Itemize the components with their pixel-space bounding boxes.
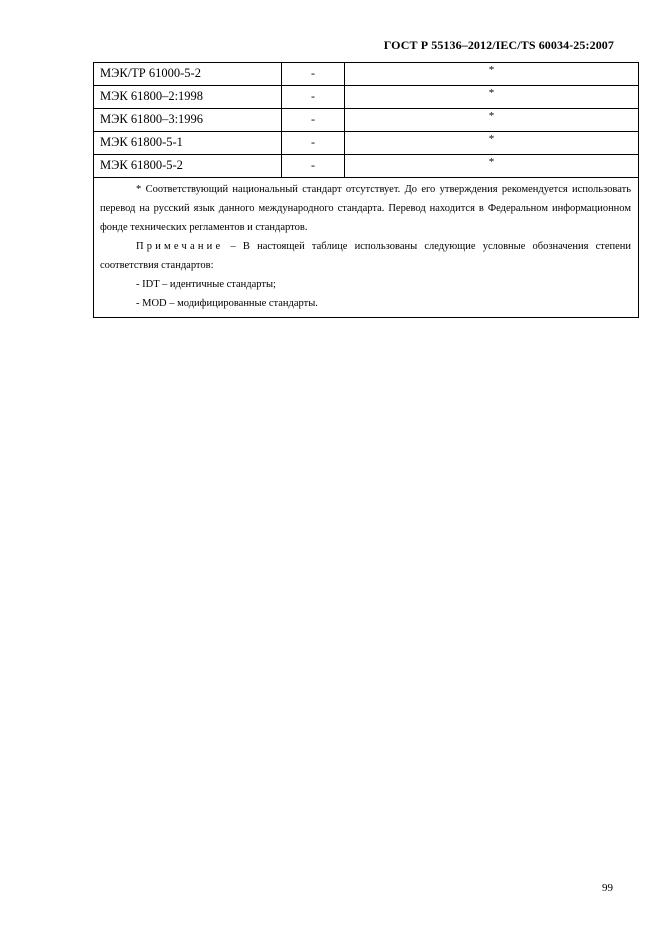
national-standard-cell: * — [345, 86, 639, 109]
international-standard-cell: МЭК 61800–2:1998 — [94, 86, 282, 109]
table-row — [94, 86, 639, 109]
correspondence-degree-cell: - — [282, 155, 345, 178]
national-standard-cell: * — [345, 109, 639, 132]
table-notes — [94, 178, 639, 318]
table-row — [94, 109, 639, 132]
document-header: ГОСТ Р 55136–2012/IEC/TS 60034-25:2007 — [383, 38, 614, 52]
national-standard-cell: * — [345, 155, 639, 178]
note-text: – В настоящей таблице использованы следующие условные обозначения степени соответствия стандартов: — [100, 241, 631, 271]
standards-table-container — [93, 62, 638, 318]
legend-item-mod: - MOD – модифицированные стандарты. — [136, 298, 318, 309]
correspondence-degree-cell: - — [282, 132, 345, 155]
table-row — [94, 63, 639, 86]
international-standard-cell: МЭК 61800–3:1996 — [94, 109, 282, 132]
table-row — [94, 155, 639, 178]
note-paragraph — [100, 237, 631, 275]
national-standard-cell: * — [345, 132, 639, 155]
international-standard-cell: МЭК 61800-5-1 — [94, 132, 282, 155]
page-number: 99 — [602, 882, 613, 894]
standards-correspondence-table — [93, 62, 639, 318]
correspondence-degree-cell: - — [282, 86, 345, 109]
legend-item-idt: - IDT – идентичные стандарты; — [136, 279, 276, 290]
international-standard-cell: МЭК/ТР 61000-5-2 — [94, 63, 282, 86]
footnote-text: * Соответствующий национальный стандарт отсутствует. До его утверждения рекомендуется использовать перевод на русский язык данного международного стандарта. Перевод находится в Федеральном информационном фонде технических регламентов и стандартов. — [100, 184, 631, 233]
correspondence-degree-cell: - — [282, 109, 345, 132]
international-standard-cell: МЭК 61800-5-2 — [94, 155, 282, 178]
correspondence-degree-cell: - — [282, 63, 345, 86]
note-label: Примечание — [136, 241, 224, 252]
notes-row — [94, 178, 639, 318]
table-row — [94, 132, 639, 155]
national-standard-cell: * — [345, 63, 639, 86]
